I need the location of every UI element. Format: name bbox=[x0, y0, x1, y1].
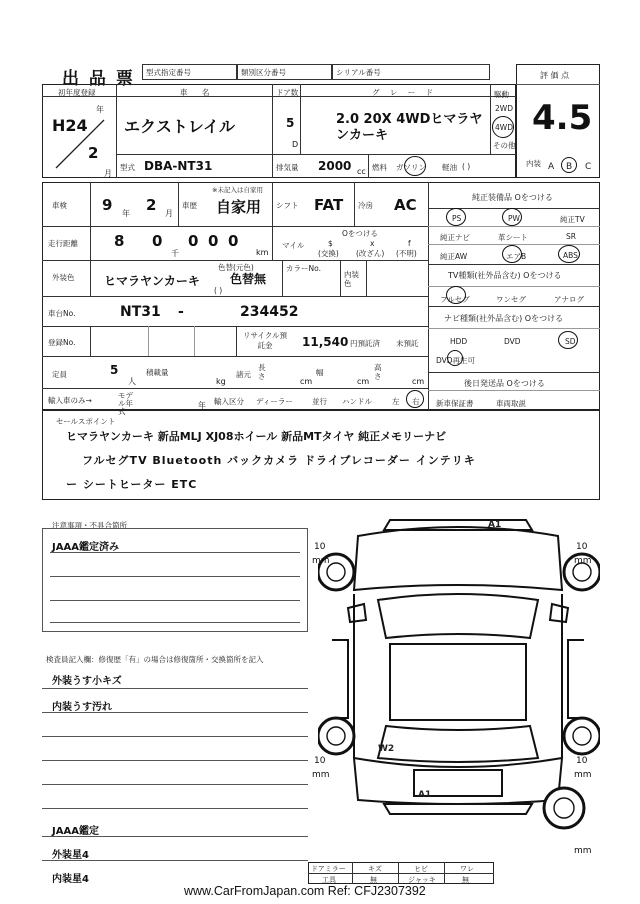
drive-4wd-circle bbox=[492, 116, 514, 138]
inspection-year-unit: 年 bbox=[122, 209, 130, 218]
car-damage-diagram bbox=[318, 508, 600, 860]
doors-value: 5 bbox=[286, 116, 295, 130]
chassis-dash: - bbox=[178, 304, 184, 320]
model-year-label: モデル年式 bbox=[118, 391, 133, 416]
mileage-opt2-sub: (改ざん) bbox=[356, 249, 385, 258]
fuel-label: 燃料 bbox=[372, 163, 387, 172]
import-parallel: 並行 bbox=[312, 397, 327, 406]
option-ps-circle bbox=[446, 208, 466, 226]
repaint-paren: ( ) bbox=[214, 286, 223, 295]
interior-b: B bbox=[566, 162, 573, 172]
inspection-month: 2 bbox=[146, 196, 157, 214]
caution-label: 注意事項・不具合箇所 bbox=[52, 521, 127, 530]
doors-label: ドア数 bbox=[276, 88, 299, 97]
aftermarket-header: 後日発送品 Oをつける bbox=[464, 379, 545, 388]
capacity-unit: 人 bbox=[128, 377, 136, 386]
inspection-year: 9 bbox=[102, 196, 113, 214]
shift-value: FAT bbox=[314, 196, 344, 214]
height-label: 高さ bbox=[374, 363, 382, 381]
sales-points-line1: ヒマラヤンカーキ 新品MLJ XJ08ホイール 新品MTタイヤ 純正メモリーナビ bbox=[66, 430, 447, 443]
drive-label: 駆動 bbox=[494, 90, 509, 99]
mileage-label: 走行距離 bbox=[48, 239, 78, 248]
tv-fullseg-circle bbox=[446, 286, 466, 304]
tread-spare-unit: mm bbox=[574, 846, 592, 856]
interior-c: C bbox=[585, 162, 592, 172]
inspection-label: 車検 bbox=[52, 201, 67, 210]
displacement-label: 排気量 bbox=[276, 163, 299, 172]
navi-hdd: HDD bbox=[450, 337, 468, 346]
load-kg: kg bbox=[216, 377, 226, 386]
sheet-title: 出 品 票 bbox=[62, 69, 135, 89]
load-label: 積載量 bbox=[146, 368, 169, 377]
option-sr: SR bbox=[566, 232, 576, 241]
height-cm: cm bbox=[412, 377, 425, 386]
navi-header: ナビ種類(社外品含む) Oをつける bbox=[444, 314, 564, 323]
diesel-label: 軽油 bbox=[442, 163, 457, 172]
navi-sd-circle bbox=[558, 331, 578, 349]
aftermarket-warranty: 新車保証書 bbox=[436, 399, 474, 408]
history-value: 自家用 bbox=[216, 198, 262, 216]
recycle-deposited: 円預託済 bbox=[350, 339, 380, 348]
mileage-km: km bbox=[256, 248, 269, 257]
mirror-header-4: ワレ bbox=[460, 865, 474, 873]
grade-line1: 2.0 20X 4WDヒマラヤ bbox=[336, 112, 483, 127]
sales-points-label: セールスポイント bbox=[56, 417, 116, 426]
mileage-digit-2: 0 bbox=[152, 232, 163, 250]
displacement-value: 2000 bbox=[318, 159, 352, 173]
registration-label: 登録No. bbox=[48, 338, 76, 347]
jack-value: 無 bbox=[462, 876, 469, 884]
tread-front-right-unit: mm bbox=[574, 556, 592, 566]
mileage-circle-note: Oをつける bbox=[342, 229, 378, 238]
repaint-label: 色替(元色) bbox=[218, 263, 254, 272]
model-label: 型式 bbox=[120, 163, 135, 172]
tv-fullseg: フルセグ bbox=[440, 295, 470, 304]
mark-w2: W2 bbox=[378, 744, 395, 754]
handle-label: ハンドル bbox=[342, 397, 372, 406]
model-value: DBA-NT31 bbox=[144, 159, 213, 173]
option-abs: ABS bbox=[563, 251, 578, 260]
handle-right: 右 bbox=[412, 397, 420, 406]
tools-value: 無 bbox=[370, 876, 377, 884]
mark-a1-top: A1 bbox=[488, 520, 502, 530]
inspector-line7: JAAA鑑定 bbox=[52, 826, 99, 837]
length-cm: cm bbox=[300, 377, 313, 386]
recycle-value: 11,540 bbox=[302, 335, 349, 349]
tv-analog: アナログ bbox=[554, 295, 584, 304]
tread-front-left: 10 bbox=[314, 542, 326, 552]
rating-label: 評 価 点 bbox=[540, 71, 570, 80]
jack-label: ジャッキ bbox=[408, 876, 436, 884]
mileage-digit-4: 0 bbox=[208, 232, 219, 250]
ac-label: 冷房 bbox=[358, 201, 373, 210]
fuel-circle bbox=[404, 156, 426, 176]
mile-label: マイル bbox=[282, 241, 305, 250]
import-dealer: ディーラー bbox=[256, 397, 293, 406]
recycle-not-deposited: 未預託 bbox=[396, 339, 419, 348]
mark-a1-bottom: A1 bbox=[418, 790, 432, 800]
month-unit: 月 bbox=[104, 169, 112, 178]
drive-other: その他 bbox=[493, 141, 516, 150]
footer-watermark: www.CarFromJapan.com Ref: CFJ2307392 bbox=[184, 884, 426, 898]
displacement-unit: cc bbox=[357, 167, 366, 176]
drive-2wd: 2WD bbox=[495, 104, 513, 113]
handle-right-circle bbox=[406, 390, 424, 408]
option-aw: 純正AW bbox=[440, 252, 468, 261]
sales-points-line2: フルセグTV Bluetooth バックカメラ ドライブレコーダー インテリキ bbox=[82, 454, 476, 467]
import-label: 輸入車のみ→ bbox=[48, 396, 92, 405]
sales-points-line3: ー シートヒーター ETC bbox=[66, 478, 198, 491]
grade-line2: ンカーキ bbox=[336, 128, 389, 143]
slash-line bbox=[52, 118, 112, 173]
color-no-label: カラーNo. bbox=[286, 264, 321, 273]
chassis-label: 車台No. bbox=[48, 309, 76, 318]
interior-color-label: 内装色 bbox=[344, 270, 359, 288]
door-suffix: D bbox=[292, 140, 299, 149]
inspector-line8: 外装星4 bbox=[52, 850, 89, 861]
mileage-digit-5: 0 bbox=[228, 232, 239, 250]
interior-label: 内装 bbox=[526, 159, 541, 168]
inspector-line1: 外装うす小キズ bbox=[52, 676, 122, 687]
mileage-opt3: f bbox=[408, 239, 411, 248]
option-navi: 純正ナビ bbox=[440, 233, 470, 242]
tread-rear-left-unit: mm bbox=[312, 770, 330, 780]
mirror-header-3: ヒビ bbox=[414, 865, 428, 873]
year-unit: 年 bbox=[96, 105, 104, 114]
mirror-header-2: キズ bbox=[368, 865, 382, 873]
inspection-month-unit: 月 bbox=[165, 209, 173, 218]
first-reg-year: H24 bbox=[52, 116, 88, 135]
aftermarket-manual: 車両取説 bbox=[496, 399, 526, 408]
mileage-digit-1: 8 bbox=[114, 232, 125, 250]
repaint-value: 色替無 bbox=[230, 272, 267, 286]
first-reg-month: 2 bbox=[88, 144, 99, 162]
capacity-label: 定員 bbox=[52, 370, 67, 379]
mileage-opt1-sub: (交換) bbox=[318, 249, 339, 258]
history-label: 車歴 bbox=[182, 201, 197, 210]
recycle-label: リサイクル預託金 bbox=[243, 331, 287, 350]
inspector-line9: 内装星4 bbox=[52, 874, 89, 885]
mileage-opt1: $ bbox=[328, 239, 333, 248]
tread-front-right: 10 bbox=[576, 542, 588, 552]
fuel-value: ガソリン bbox=[396, 163, 426, 172]
interior-a: A bbox=[548, 162, 555, 172]
type-number-label: 型式指定番号 bbox=[146, 68, 191, 77]
tread-rear-right: 10 bbox=[576, 756, 588, 766]
ac-value: AC bbox=[394, 196, 417, 214]
serial-number-label: シリアル番号 bbox=[336, 68, 381, 77]
model-year-unit: 年 bbox=[198, 401, 206, 410]
mirror-header-1: ドアミラー bbox=[311, 865, 346, 873]
mileage-opt2: x bbox=[370, 239, 375, 248]
option-tv: 純正TV bbox=[560, 215, 585, 224]
grade-label: グ レ ー ド bbox=[372, 88, 438, 97]
dvd-play-circle bbox=[447, 350, 463, 366]
mileage-digit-3: 0 bbox=[188, 232, 199, 250]
tread-rear-right-unit: mm bbox=[574, 770, 592, 780]
option-pw-circle bbox=[502, 208, 522, 226]
tv-header: TV種類(社外品含む) Oをつける bbox=[448, 271, 562, 280]
chassis-number: 234452 bbox=[240, 304, 299, 320]
mileage-thousand: 千 bbox=[171, 249, 179, 258]
length-label: 長さ bbox=[258, 363, 266, 381]
option-leather: 革シート bbox=[498, 233, 528, 242]
width-cm: cm bbox=[357, 377, 370, 386]
interior-b-circle bbox=[561, 157, 577, 173]
color-label: 外装色 bbox=[52, 273, 75, 282]
inspector-label: 検査員記入欄：修復歴「有」の場合は修復箇所・交換箇所を記入 bbox=[46, 655, 264, 664]
car-name-label: 車 名 bbox=[180, 88, 216, 97]
drive-4wd: 4WD bbox=[495, 123, 513, 132]
dvd-play: DVD再生可 bbox=[436, 356, 476, 365]
import-class-label: 輸入区分 bbox=[214, 397, 244, 406]
width-label: 幅 bbox=[316, 368, 324, 377]
option-ps: PS bbox=[452, 214, 462, 223]
first-reg-label: 初年度登録 bbox=[58, 88, 96, 97]
tread-rear-left: 10 bbox=[314, 756, 326, 766]
option-airbag-circle bbox=[502, 245, 522, 263]
history-note: ※未記入は自家用 bbox=[212, 186, 263, 194]
capacity-value: 5 bbox=[110, 363, 119, 377]
dims-label: 諸元 bbox=[236, 370, 251, 379]
option-pw: PW bbox=[508, 214, 520, 223]
inspector-line2: 内装うす汚れ bbox=[52, 702, 112, 713]
mileage-opt3-sub: (不明) bbox=[396, 249, 417, 258]
tread-front-left-unit: mm bbox=[312, 556, 330, 566]
class-number-label: 類別区分番号 bbox=[241, 68, 286, 77]
handle-left: 左 bbox=[392, 397, 400, 406]
caution-line1: JAAA鑑定済み bbox=[52, 542, 119, 553]
navi-dvd: DVD bbox=[504, 337, 521, 346]
tools-label: 工具 bbox=[322, 876, 336, 884]
car-name-value: エクストレイル bbox=[124, 117, 236, 136]
option-abs-circle bbox=[558, 245, 580, 263]
shift-label: シフト bbox=[276, 201, 299, 210]
rating-value: 4.5 bbox=[532, 98, 593, 138]
chassis-prefix: NT31 bbox=[120, 304, 161, 320]
tv-oneseg: ワンセグ bbox=[496, 295, 526, 304]
fuel-paren: ( ) bbox=[462, 162, 471, 171]
genuine-header: 純正装備品 Oをつける bbox=[472, 193, 553, 202]
option-airbag: エアB bbox=[506, 252, 527, 261]
navi-sd: SD bbox=[565, 337, 576, 346]
color-value: ヒマラヤンカーキ bbox=[104, 274, 200, 288]
